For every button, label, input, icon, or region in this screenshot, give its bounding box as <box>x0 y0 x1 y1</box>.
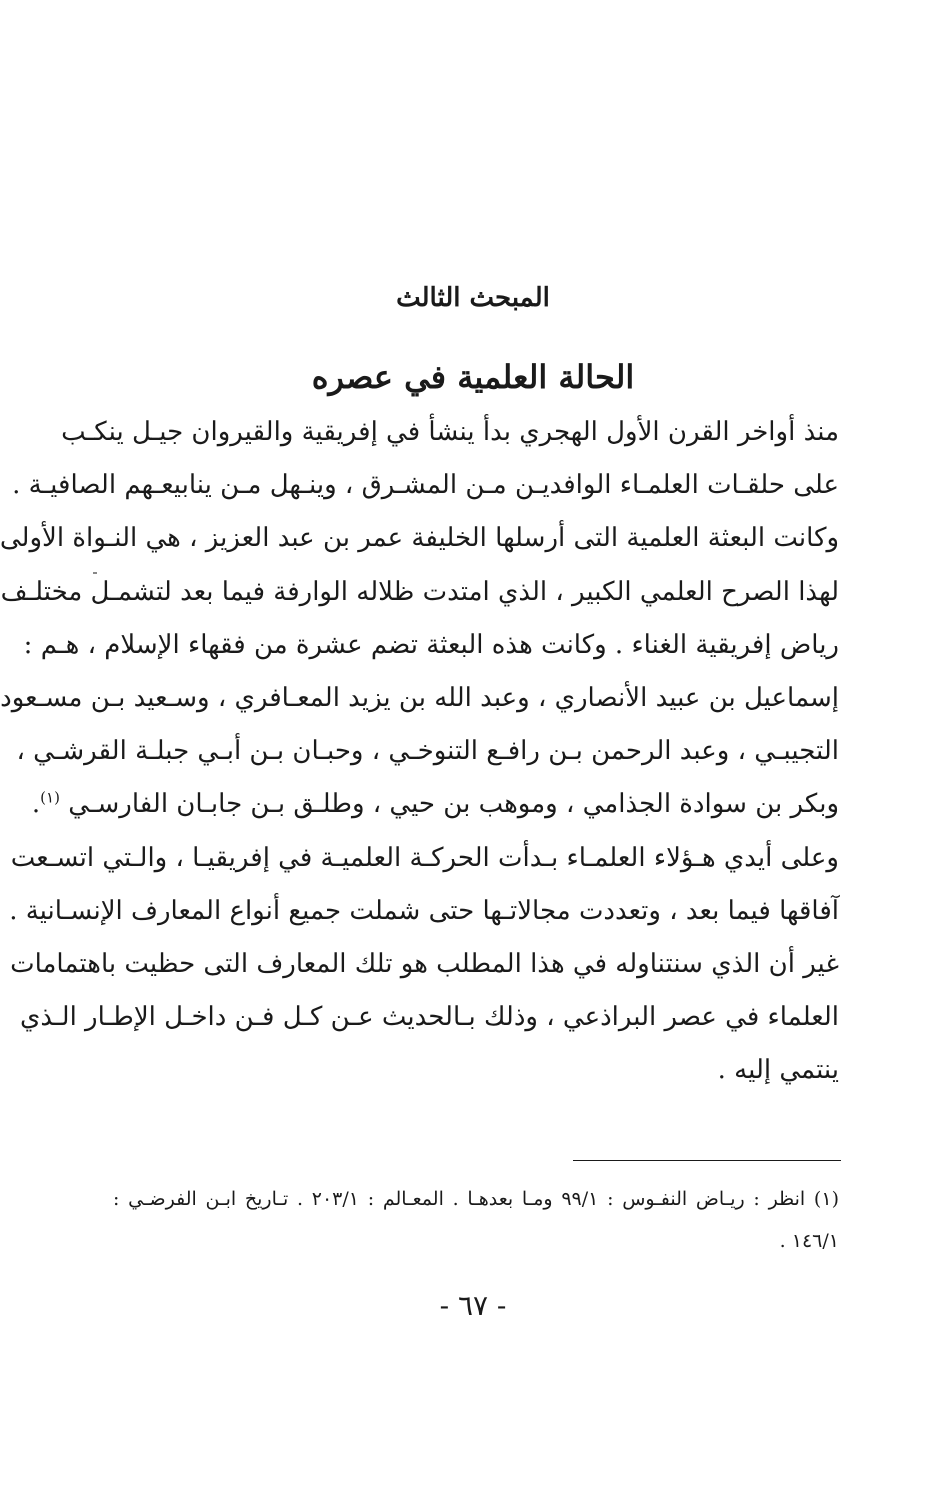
section-title: الحالة العلمية في عصره <box>311 358 635 396</box>
body-line-with-footnote <box>31 778 839 831</box>
footnote-divider <box>573 1160 841 1161</box>
body-line: وكانت البعثة العلمية التى أرسلها الخليفة عمر بن عبد العزيز ، هي النـواة الأولى <box>0 523 839 554</box>
body-line: التجيبـي ، وعبد الرحمن بـن رافـع التنوخـي ، وحبـان بـن أبـي جبلـة القرشـي ، <box>16 736 839 767</box>
body-line: منذ أواخر القرن الأول الهجري بدأ ينشأ في إفريقية والقيروان جيـل ينكـب <box>61 417 839 447</box>
footnote-reference[interactable]: (١) <box>40 788 60 807</box>
body-line: وعلى أيدي هـؤلاء العلمـاء بـدأت الحركـة العلميـة في إفريقيـا ، والـتي اتسـعت <box>10 842 839 873</box>
footnote-line: (١) انظر : ريـاض النفـوس : ٩٩/١ ومـا بعدهـا . المعـالم : ٢٠٣/١ . تـاريخ ابـن الفرضـي : <box>113 1188 839 1210</box>
scan-speck <box>93 572 97 574</box>
body-line: إسماعيل بن عبيد الأنصاري ، وعبد الله بن يزيد المعـافري ، وسـعيد بـن مسـعود <box>0 683 839 714</box>
body-line: غير أن الذي سنتناوله في هذا المطلب هو تلك المعارف التى حظيت باهتمامات <box>10 949 839 980</box>
body-line: رياض إفريقية الغناء . وكانت هذه البعثة تضم عشرة من فقهاء الإسلام ، هـم : <box>23 629 839 660</box>
body-line: ينتمي إليه . <box>717 1055 839 1086</box>
body-line: العلماء في عصر البراذعي ، وذلك بـالحديث عـن كـل فـن داخـل الإطـار الـذي <box>20 1002 839 1033</box>
body-line: لهذا الصرح العلمي الكبير ، الذي امتدت ظلاله الوارفة فيما بعد لتشمـل مختلـف <box>0 576 839 607</box>
footnote <box>113 1178 839 1262</box>
body-line: آفاقها فيما بعد ، وتعددت مجالاتـها حتى شملت جميع أنواع المعارف الإنسـانية . <box>9 895 839 926</box>
book-page <box>1 0 945 1494</box>
page-number: - ٦٧ - <box>439 1289 507 1322</box>
footnote-line: ١٤٦/١ . <box>779 1230 839 1252</box>
section-label: المبحث الثالث <box>396 283 550 313</box>
line-end-period: . <box>31 789 41 820</box>
body-paragraph <box>0 406 839 1098</box>
body-line: على حلقـات العلمـاء الوافديـن مـن المشـرق ، وينـهل مـن ينابيعـهم الصافيـة . <box>12 470 839 501</box>
body-line-text: وبكر بن سوادة الجذامي ، وموهب بن حيي ، وطلـق بـن جابـان الفارسـي <box>68 789 839 820</box>
